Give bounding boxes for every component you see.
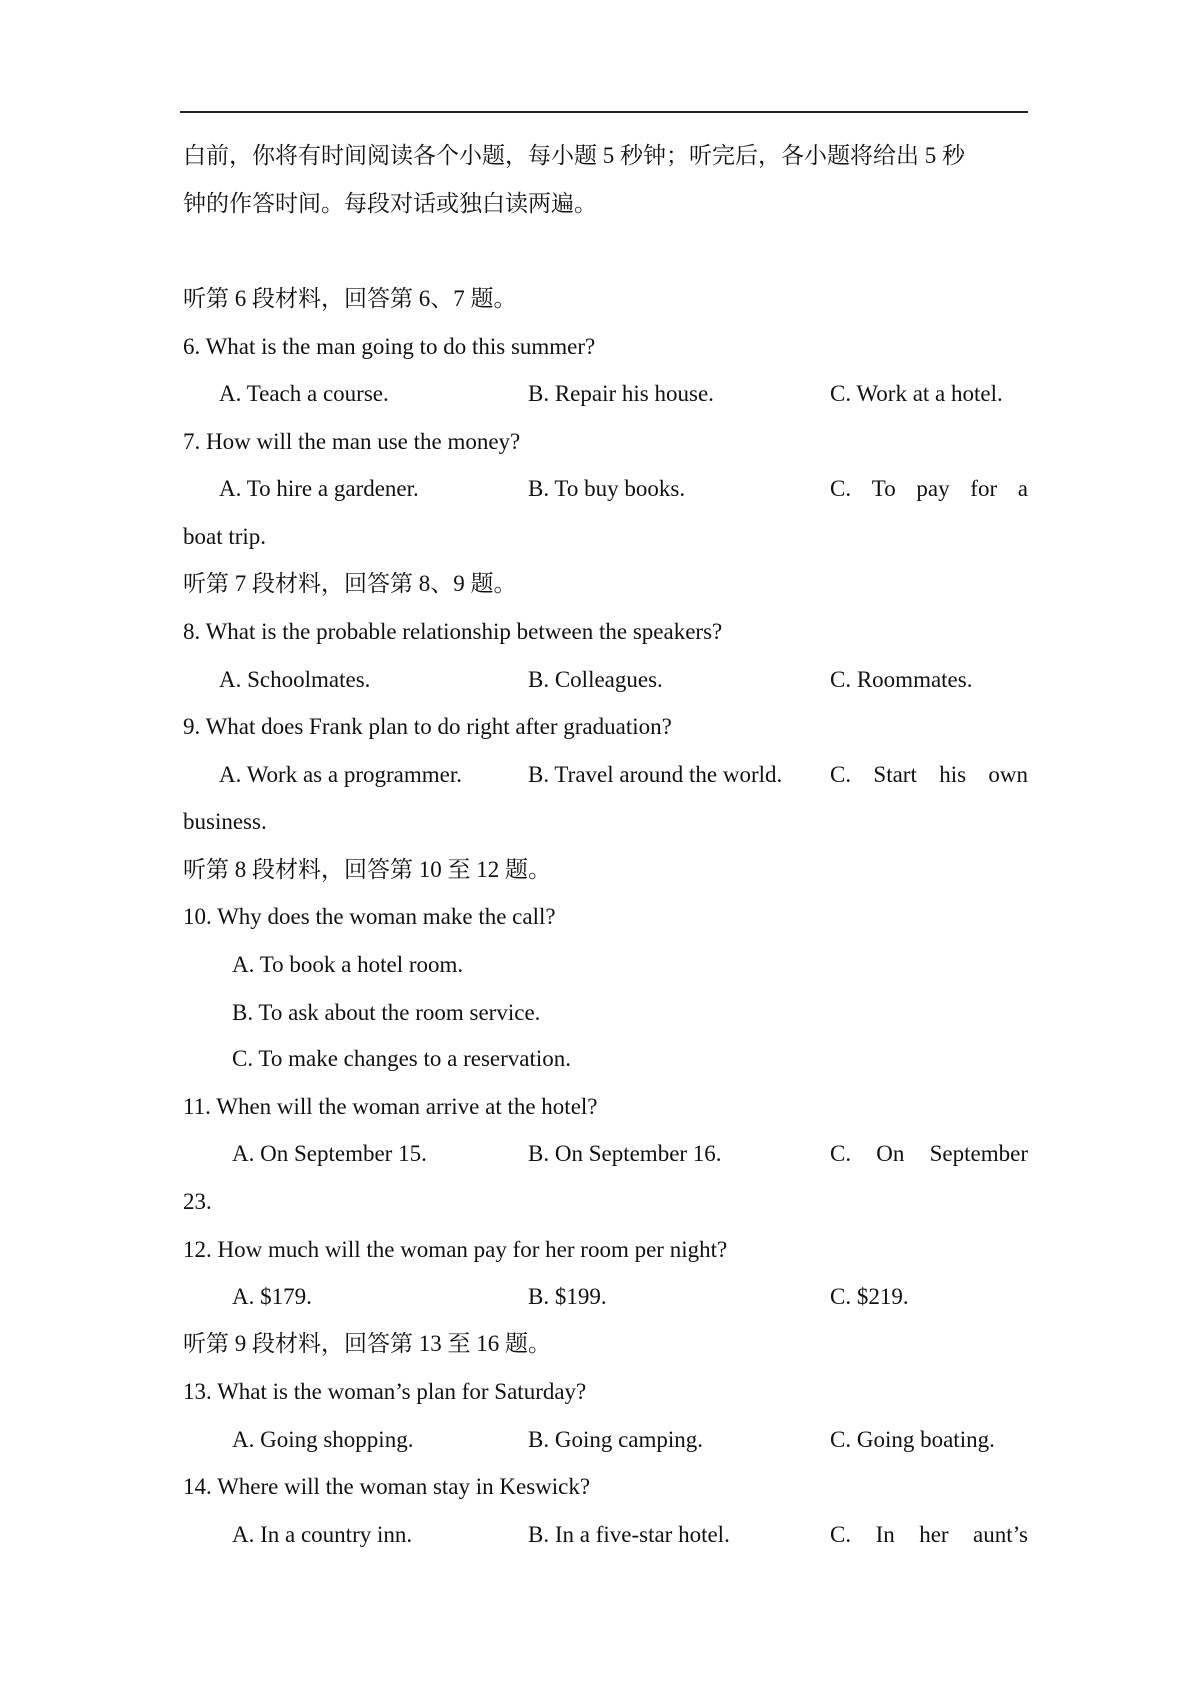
word: September <box>929 1141 1028 1166</box>
option-a: A. To book a hotel room. <box>232 952 464 977</box>
option-b: B. Colleagues. <box>528 667 663 692</box>
option-b: B. Travel around the world. <box>528 762 783 787</box>
option-c <box>830 761 1028 789</box>
word: On <box>876 1141 905 1166</box>
option-a: A. In a country inn. <box>232 1522 413 1547</box>
question-9: 9. What does Frank plan to do right after graduation? <box>183 714 672 739</box>
option-c: C. Going boating. <box>830 1427 995 1452</box>
option-b: B. $199. <box>528 1284 607 1309</box>
word: In <box>875 1522 895 1547</box>
option-a: A. Schoolmates. <box>219 667 371 692</box>
option-a: A. To hire a gardener. <box>219 476 419 501</box>
option-a: A. Work as a programmer. <box>219 762 462 787</box>
option-c: C. $219. <box>830 1284 909 1309</box>
question-12: 12. How much will the woman pay for her room per night? <box>183 1237 728 1262</box>
word: own <box>988 762 1028 787</box>
option-b: B. Going camping. <box>528 1427 704 1452</box>
word: aunt’s <box>973 1522 1028 1547</box>
option-b: B. In a five-star hotel. <box>528 1522 730 1547</box>
intro-line-2: 钟的作答时间。每段对话或独白读两遍。 <box>183 191 597 216</box>
word: C. <box>830 476 852 501</box>
option-a: A. Teach a course. <box>219 381 389 406</box>
question-8: 8. What is the probable relationship between the speakers? <box>183 619 723 644</box>
question-10: 10. Why does the woman make the call? <box>183 904 556 929</box>
option-a: A. $179. <box>232 1284 312 1309</box>
option-b: B. Repair his house. <box>528 381 714 406</box>
section-heading: 听第 8 段材料，回答第 10 至 12 题。 <box>183 857 551 882</box>
intro-line-1 <box>183 142 1028 170</box>
option-b: B. On September 16. <box>528 1141 722 1166</box>
header-rule <box>180 111 1028 113</box>
option-a: A. Going shopping. <box>232 1427 414 1452</box>
question-6: 6. What is the man going to do this summer? <box>183 334 596 359</box>
option-c: C. Work at a hotel. <box>830 381 1003 406</box>
word: pay <box>916 476 950 501</box>
word: for <box>970 476 998 501</box>
option-c: C. To make changes to a reservation. <box>232 1046 572 1071</box>
option-b: B. To ask about the room service. <box>232 1000 541 1025</box>
option-c-continued: 23. <box>183 1189 212 1214</box>
word: C. <box>830 762 852 787</box>
question-13: 13. What is the woman’s plan for Saturday? <box>183 1379 587 1404</box>
word: her <box>919 1522 949 1547</box>
option-b: B. To buy books. <box>528 476 686 501</box>
word: his <box>939 762 967 787</box>
option-c <box>830 1140 1028 1168</box>
intro-text: 白前，你将有时间阅读各个小题，每小题 5 秒钟；听完后，各小题将给出 5 秒 <box>183 143 965 168</box>
word: C. <box>830 1141 852 1166</box>
option-c-continued: business. <box>183 809 267 834</box>
section-heading: 听第 9 段材料，回答第 13 至 16 题。 <box>183 1331 551 1356</box>
word: a <box>1017 476 1028 501</box>
option-a: A. On September 15. <box>232 1141 427 1166</box>
question-14: 14. Where will the woman stay in Keswick? <box>183 1474 591 1499</box>
option-c <box>830 1521 1028 1549</box>
word: Start <box>873 762 917 787</box>
option-c: C. Roommates. <box>830 667 973 692</box>
question-11: 11. When will the woman arrive at the hotel? <box>183 1094 598 1119</box>
word: To <box>871 476 896 501</box>
section-heading: 听第 6 段材料，回答第 6、7 题。 <box>183 286 517 311</box>
option-c-continued: boat trip. <box>183 524 267 549</box>
word: C. <box>830 1522 852 1547</box>
section-heading: 听第 7 段材料，回答第 8、9 题。 <box>183 571 517 596</box>
question-7: 7. How will the man use the money? <box>183 429 521 454</box>
option-c <box>830 475 1028 503</box>
